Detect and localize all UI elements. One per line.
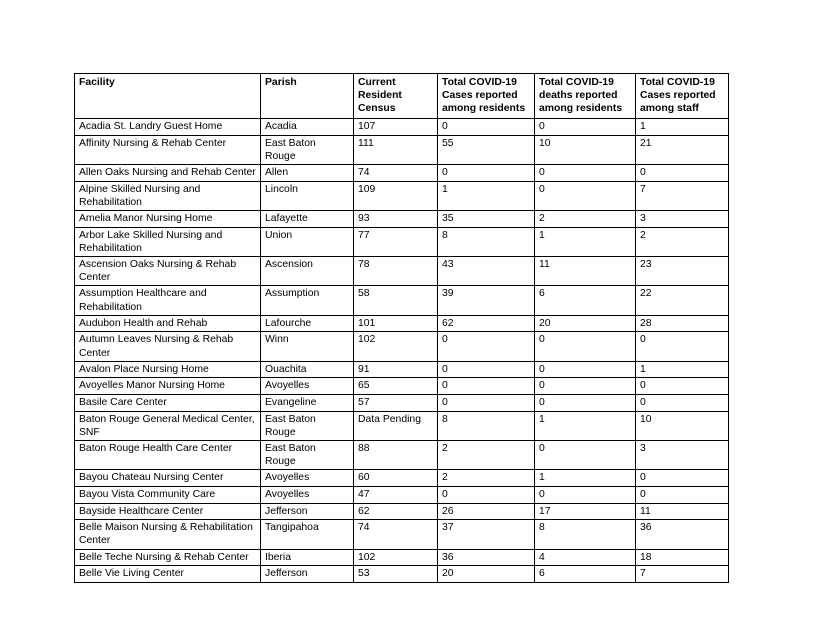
cell-staff-cases: 0 xyxy=(636,378,729,395)
cell-resident-deaths: 4 xyxy=(535,549,636,566)
cell-census: 77 xyxy=(354,227,438,256)
cell-resident-cases: 0 xyxy=(438,378,535,395)
cell-staff-cases: 7 xyxy=(636,181,729,210)
cell-facility: Belle Teche Nursing & Rehab Center xyxy=(75,549,261,566)
table-row xyxy=(75,441,729,470)
cell-resident-deaths: 0 xyxy=(535,165,636,182)
table-row xyxy=(75,378,729,395)
cell-facility: Bayside Healthcare Center xyxy=(75,503,261,520)
cell-facility: Autumn Leaves Nursing & Rehab Center xyxy=(75,332,261,361)
header-facility: Facility xyxy=(75,74,261,119)
cell-facility: Basile Care Center xyxy=(75,395,261,412)
cell-census: 111 xyxy=(354,135,438,164)
cell-census: Data Pending xyxy=(354,411,438,440)
cell-staff-cases: 21 xyxy=(636,135,729,164)
table-body xyxy=(75,119,729,583)
cell-resident-deaths: 1 xyxy=(535,411,636,440)
table-row xyxy=(75,119,729,136)
cell-resident-deaths: 6 xyxy=(535,566,636,583)
cell-facility: Bayou Chateau Nursing Center xyxy=(75,470,261,487)
cell-census: 102 xyxy=(354,549,438,566)
cell-staff-cases: 1 xyxy=(636,361,729,378)
cell-staff-cases: 3 xyxy=(636,211,729,228)
cell-staff-cases: 0 xyxy=(636,332,729,361)
cell-parish: Allen xyxy=(261,165,354,182)
cell-census: 101 xyxy=(354,315,438,332)
cell-parish: East Baton Rouge xyxy=(261,411,354,440)
table-row xyxy=(75,211,729,228)
cell-parish: Ascension xyxy=(261,257,354,286)
cell-census: 74 xyxy=(354,165,438,182)
cell-resident-deaths: 0 xyxy=(535,487,636,504)
cell-census: 58 xyxy=(354,286,438,315)
cell-facility: Avoyelles Manor Nursing Home xyxy=(75,378,261,395)
cell-resident-deaths: 8 xyxy=(535,520,636,549)
cell-resident-cases: 0 xyxy=(438,361,535,378)
header-census: Current Resident Census xyxy=(354,74,438,119)
cell-facility: Baton Rouge General Medical Center, SNF xyxy=(75,411,261,440)
cell-parish: East Baton Rouge xyxy=(261,135,354,164)
cell-parish: Jefferson xyxy=(261,503,354,520)
cell-staff-cases: 28 xyxy=(636,315,729,332)
cell-parish: Avoyelles xyxy=(261,378,354,395)
table-header-row xyxy=(75,74,729,119)
cell-parish: Jefferson xyxy=(261,566,354,583)
cell-census: 53 xyxy=(354,566,438,583)
cell-staff-cases: 18 xyxy=(636,549,729,566)
table-row xyxy=(75,395,729,412)
cell-parish: Acadia xyxy=(261,119,354,136)
table-row xyxy=(75,135,729,164)
cell-census: 57 xyxy=(354,395,438,412)
cell-resident-cases: 62 xyxy=(438,315,535,332)
cell-staff-cases: 0 xyxy=(636,165,729,182)
cell-parish: Lafayette xyxy=(261,211,354,228)
table-row xyxy=(75,470,729,487)
cell-resident-cases: 0 xyxy=(438,395,535,412)
cell-census: 109 xyxy=(354,181,438,210)
cell-resident-deaths: 20 xyxy=(535,315,636,332)
cell-census: 102 xyxy=(354,332,438,361)
cell-census: 107 xyxy=(354,119,438,136)
cell-census: 65 xyxy=(354,378,438,395)
cell-parish: Lafourche xyxy=(261,315,354,332)
cell-facility: Alpine Skilled Nursing and Rehabilitation xyxy=(75,181,261,210)
cell-census: 74 xyxy=(354,520,438,549)
cell-resident-cases: 2 xyxy=(438,470,535,487)
cell-resident-deaths: 0 xyxy=(535,441,636,470)
cell-staff-cases: 1 xyxy=(636,119,729,136)
cell-resident-cases: 26 xyxy=(438,503,535,520)
cell-facility: Ascension Oaks Nursing & Rehab Center xyxy=(75,257,261,286)
cell-parish: East Baton Rouge xyxy=(261,441,354,470)
cell-resident-deaths: 0 xyxy=(535,361,636,378)
cell-resident-deaths: 1 xyxy=(535,227,636,256)
table-row xyxy=(75,332,729,361)
cell-staff-cases: 10 xyxy=(636,411,729,440)
cell-parish: Avoyelles xyxy=(261,470,354,487)
table-row xyxy=(75,181,729,210)
header-staff-cases: Total COVID-19 Cases reported among staff xyxy=(636,74,729,119)
cell-staff-cases: 0 xyxy=(636,470,729,487)
cell-parish: Union xyxy=(261,227,354,256)
cell-resident-deaths: 0 xyxy=(535,378,636,395)
cell-facility: Audubon Health and Rehab xyxy=(75,315,261,332)
cell-census: 62 xyxy=(354,503,438,520)
cell-census: 88 xyxy=(354,441,438,470)
cell-resident-deaths: 17 xyxy=(535,503,636,520)
cell-facility: Acadia St. Landry Guest Home xyxy=(75,119,261,136)
table-row xyxy=(75,257,729,286)
cell-resident-deaths: 10 xyxy=(535,135,636,164)
cell-staff-cases: 23 xyxy=(636,257,729,286)
cell-resident-deaths: 0 xyxy=(535,332,636,361)
cell-staff-cases: 2 xyxy=(636,227,729,256)
table-row xyxy=(75,286,729,315)
cell-parish: Ouachita xyxy=(261,361,354,378)
cell-parish: Winn xyxy=(261,332,354,361)
header-parish: Parish xyxy=(261,74,354,119)
cell-resident-cases: 20 xyxy=(438,566,535,583)
cell-facility: Allen Oaks Nursing and Rehab Center xyxy=(75,165,261,182)
cell-staff-cases: 7 xyxy=(636,566,729,583)
cell-facility: Arbor Lake Skilled Nursing and Rehabilitation xyxy=(75,227,261,256)
cell-parish: Iberia xyxy=(261,549,354,566)
cell-census: 60 xyxy=(354,470,438,487)
cell-resident-cases: 0 xyxy=(438,119,535,136)
cell-resident-cases: 0 xyxy=(438,165,535,182)
cell-resident-cases: 35 xyxy=(438,211,535,228)
cell-facility: Belle Vie Living Center xyxy=(75,566,261,583)
cell-resident-deaths: 6 xyxy=(535,286,636,315)
cell-resident-cases: 0 xyxy=(438,487,535,504)
table-row xyxy=(75,566,729,583)
table-row xyxy=(75,503,729,520)
cell-facility: Baton Rouge Health Care Center xyxy=(75,441,261,470)
facility-covid-table xyxy=(74,73,729,583)
table-row xyxy=(75,227,729,256)
cell-facility: Bayou Vista Community Care xyxy=(75,487,261,504)
cell-facility: Assumption Healthcare and Rehabilitation xyxy=(75,286,261,315)
cell-census: 91 xyxy=(354,361,438,378)
cell-resident-cases: 0 xyxy=(438,332,535,361)
cell-resident-cases: 8 xyxy=(438,411,535,440)
cell-parish: Evangeline xyxy=(261,395,354,412)
cell-staff-cases: 3 xyxy=(636,441,729,470)
cell-resident-deaths: 11 xyxy=(535,257,636,286)
cell-resident-cases: 8 xyxy=(438,227,535,256)
cell-facility: Amelia Manor Nursing Home xyxy=(75,211,261,228)
cell-staff-cases: 36 xyxy=(636,520,729,549)
cell-resident-cases: 36 xyxy=(438,549,535,566)
table-row xyxy=(75,520,729,549)
cell-resident-cases: 2 xyxy=(438,441,535,470)
cell-facility: Affinity Nursing & Rehab Center xyxy=(75,135,261,164)
cell-staff-cases: 22 xyxy=(636,286,729,315)
cell-resident-deaths: 0 xyxy=(535,181,636,210)
cell-resident-cases: 37 xyxy=(438,520,535,549)
header-resident-cases: Total COVID-19 Cases reported among residents xyxy=(438,74,535,119)
cell-resident-deaths: 0 xyxy=(535,395,636,412)
cell-parish: Tangipahoa xyxy=(261,520,354,549)
table-row xyxy=(75,549,729,566)
cell-staff-cases: 0 xyxy=(636,487,729,504)
cell-resident-deaths: 0 xyxy=(535,119,636,136)
cell-facility: Avalon Place Nursing Home xyxy=(75,361,261,378)
cell-resident-cases: 43 xyxy=(438,257,535,286)
table-row xyxy=(75,487,729,504)
header-resident-deaths: Total COVID-19 deaths reported among residents xyxy=(535,74,636,119)
table-row xyxy=(75,165,729,182)
cell-resident-cases: 1 xyxy=(438,181,535,210)
cell-census: 47 xyxy=(354,487,438,504)
cell-parish: Assumption xyxy=(261,286,354,315)
table-row xyxy=(75,315,729,332)
cell-parish: Lincoln xyxy=(261,181,354,210)
table-row xyxy=(75,361,729,378)
cell-resident-deaths: 1 xyxy=(535,470,636,487)
table-row xyxy=(75,411,729,440)
cell-staff-cases: 0 xyxy=(636,395,729,412)
cell-census: 78 xyxy=(354,257,438,286)
cell-resident-cases: 55 xyxy=(438,135,535,164)
cell-census: 93 xyxy=(354,211,438,228)
cell-staff-cases: 11 xyxy=(636,503,729,520)
cell-facility: Belle Maison Nursing & Rehabilitation Center xyxy=(75,520,261,549)
cell-parish: Avoyelles xyxy=(261,487,354,504)
cell-resident-cases: 39 xyxy=(438,286,535,315)
cell-resident-deaths: 2 xyxy=(535,211,636,228)
